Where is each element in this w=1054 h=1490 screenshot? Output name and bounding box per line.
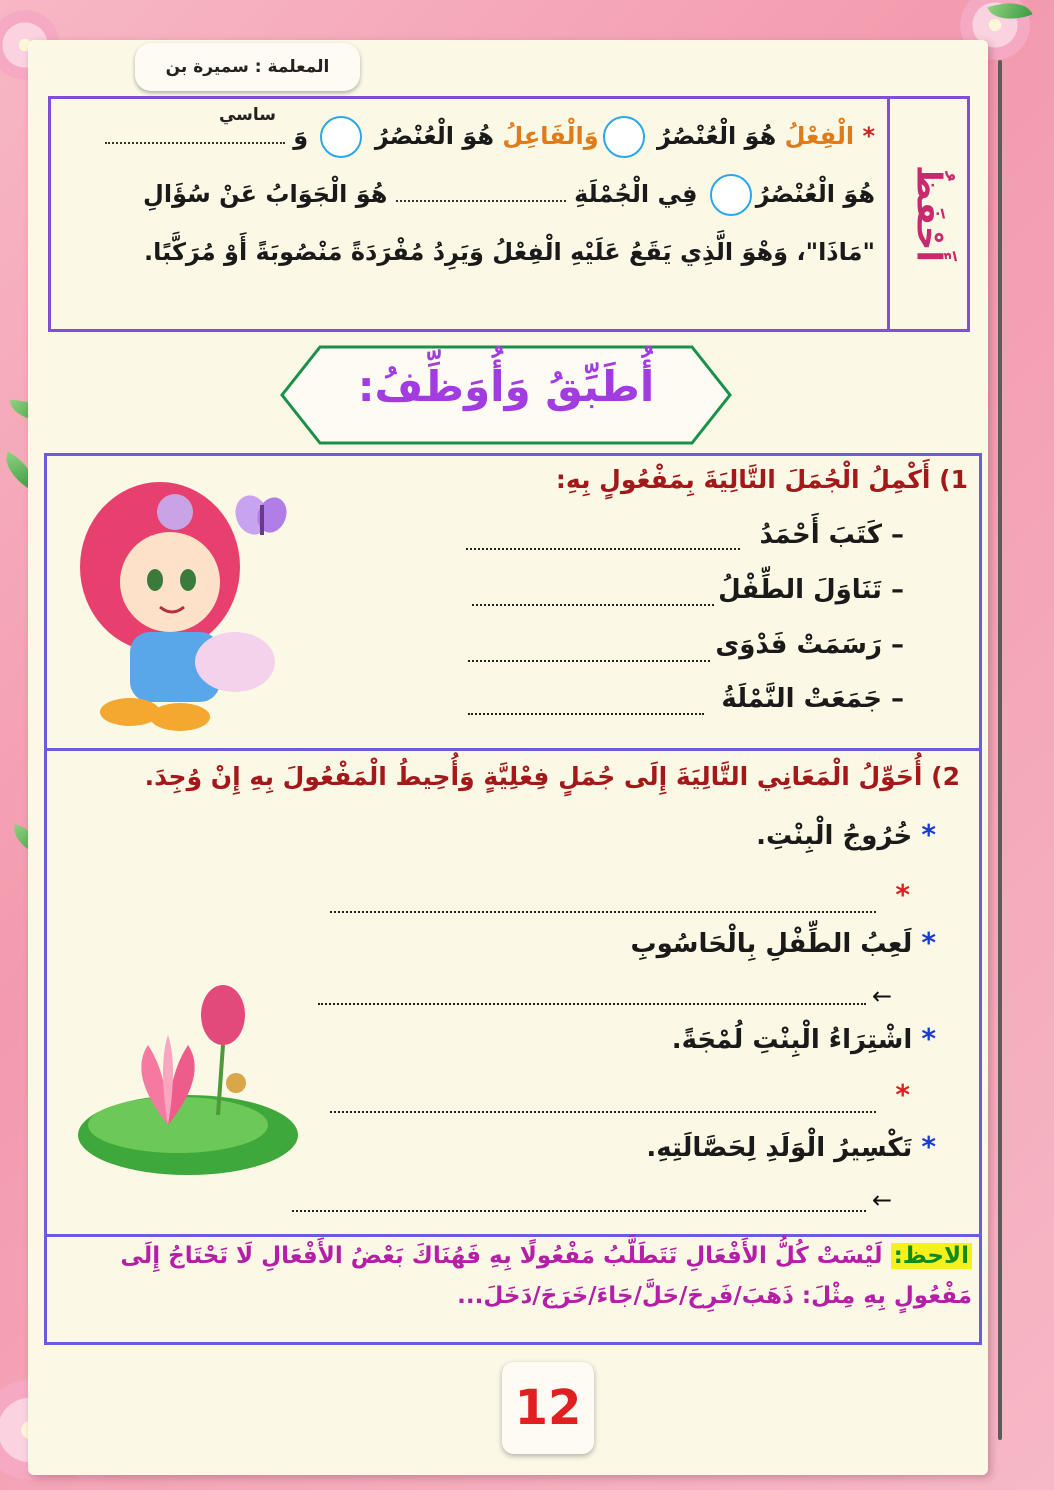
answer-marker: * — [895, 878, 910, 911]
question-2: 2) أُحَوِّلُ الْمَعَانِي التَّالِيَةَ إِلَى جُمَلٍ فِعْلِيَّةٍ وَأُحِيطُ الْمَفْعُولَ بِهِ إِنْ وُجِدَ. — [144, 762, 960, 791]
lotus-illustration — [58, 975, 298, 1185]
answer-line[interactable] — [472, 604, 714, 606]
blank-circle[interactable] — [710, 174, 752, 216]
answer-marker: * — [895, 1078, 910, 1111]
q1-item: – جَمَعَتْ النَّمْلَةُ — [721, 684, 904, 714]
q2-item: * تَكْسِيرُ الْوَلَدِ لِحَصَّالَتِهِ. — [646, 1130, 936, 1163]
q2-item: * خُرُوجُ الْبِنْتِ. — [756, 818, 936, 851]
answer-line[interactable] — [468, 660, 710, 662]
q1-item: – رَسَمَتْ فَدْوَى — [715, 630, 904, 660]
keyword-verb: الْفِعْلُ — [784, 122, 855, 150]
memorize-text — [65, 107, 875, 281]
memorize-box — [48, 96, 970, 332]
answer-line[interactable] — [330, 911, 876, 913]
page-number: 12 — [502, 1362, 594, 1454]
blank-circle[interactable] — [320, 116, 362, 158]
answer-line[interactable] — [468, 713, 704, 715]
memorize-side-label — [887, 99, 967, 329]
answer-line[interactable] — [466, 548, 740, 550]
note — [54, 1236, 972, 1316]
memorize-label: أَحْفَظُ — [908, 165, 949, 263]
note-text: لَيْسَتْ كُلُّ الأَفْعَالِ تَتَطَلَّبُ مَفْعُولًا بِهِ فَهُنَاكَ بَعْضُ الأَفْعَالِ لَا تَحْتَاجُ إِلَى مَفْعُولٍ بِهِ مِثْلَ: ذَهَبَ/فَرِحَ/حَلَّ/جَاءَ/خَرَجَ/دَخَلَ... — [120, 1243, 972, 1309]
memorize-line-1: * الْفِعْلُ هُوَ الْعُنْصُرُ وَالْفَاعِلُ هُوَ الْعُنْصُرُ وَ — [65, 107, 875, 165]
note-label: الاحظ: — [891, 1243, 972, 1269]
q1-item: – كَتَبَ أَحْمَدُ — [759, 520, 904, 550]
divider — [47, 748, 979, 751]
keyword-subject: وَالْفَاعِلُ — [502, 122, 599, 150]
memorize-line-2: هُوَ الْعُنْصُرُ فِي الْجُمْلَةِ هُوَ الْجَوَابُ عَنْ سُؤَالِ — [65, 165, 875, 223]
answer-arrow: ← — [872, 1186, 893, 1214]
blank-line[interactable] — [105, 122, 285, 144]
q2-item: * لَعِبُ الطِّفْلِ بِالْحَاسُوبِ — [630, 926, 936, 959]
blank-line[interactable] — [396, 180, 566, 202]
blank-circle[interactable] — [603, 116, 645, 158]
butterfly-illustration — [232, 490, 292, 550]
answer-line[interactable] — [292, 1210, 866, 1212]
q2-item: * اشْتِرَاءُ الْبِنْتِ لُمْجَةً. — [671, 1022, 936, 1055]
question-1: 1) أَكْمِلُ الْجُمَلَ التَّالِيَةَ بِمَفْعُولٍ بِهِ: — [555, 465, 968, 494]
answer-arrow: ← — [872, 982, 893, 1010]
answer-line[interactable] — [330, 1111, 876, 1113]
section-title: أُطَبِّقُ وَأُوَظِّفُ: — [357, 362, 655, 411]
teacher-name: المعلمة : سميرة بن ساسي — [135, 43, 360, 91]
page-binding — [998, 60, 1002, 1440]
memorize-line-3: "مَاذَا"، وَهْوَ الَّذِي يَقَعُ عَلَيْهِ الْفِعْلُ وَيَرِدُ مُفْرَدَةً مَنْصُوبَةً أَوْ مُرَكَّبًا. — [144, 238, 875, 266]
answer-line[interactable] — [318, 1003, 866, 1005]
q1-item: – تَنَاوَلَ الطِّفْلُ — [718, 575, 904, 605]
